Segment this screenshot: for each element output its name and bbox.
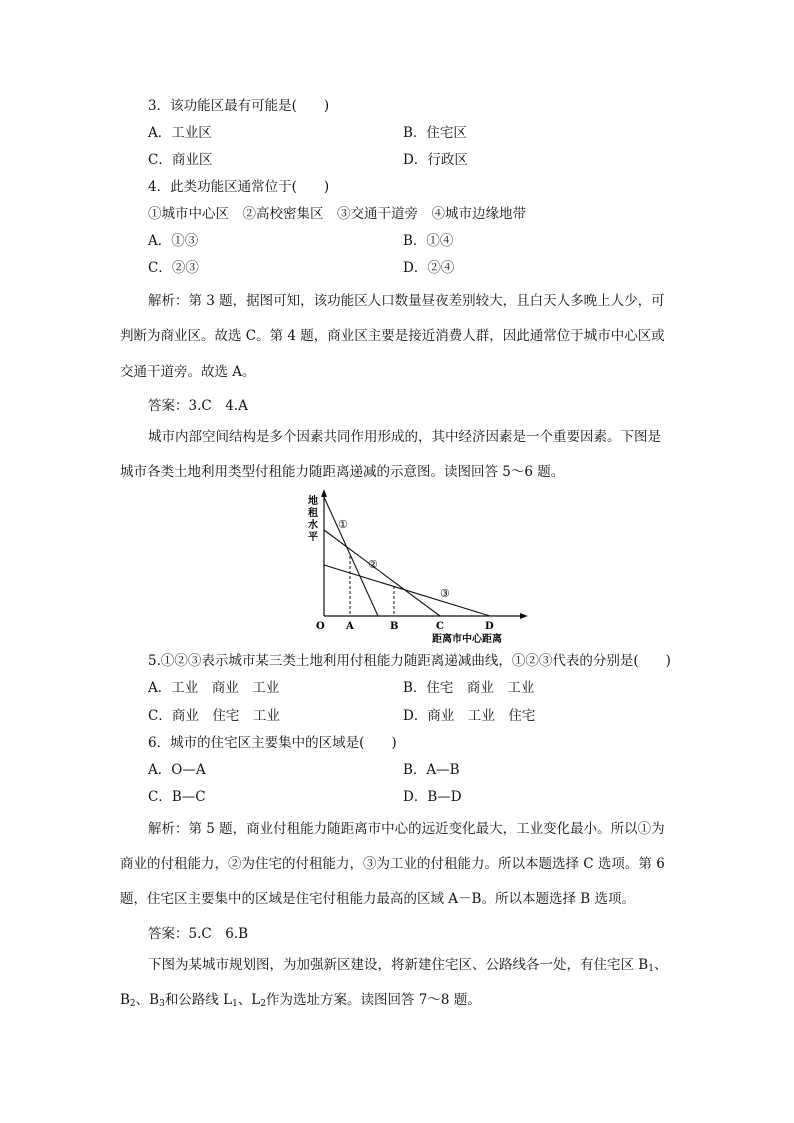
- tick-b: B: [390, 621, 399, 632]
- intro-78-part-1: 2: [129, 999, 136, 1009]
- q5-option-b: B．住宅 商业 工业: [403, 680, 535, 696]
- y-label-char-1: 地: [308, 496, 318, 507]
- intro-78-line-1-text: 下图为某城市规划图，为加强新区建设，将新建住宅区、公路线各一处，有住宅区 B: [148, 957, 649, 973]
- curve-1-label: ①: [338, 518, 348, 531]
- intro-78-line-1-sub: 1: [648, 964, 654, 974]
- intro-78-part-6: 、L: [237, 992, 261, 1008]
- analysis-34-line-1: 解析：第 3 题，据图可知，该功能区人口数量昼夜差别较大，且白天人多晚上人少，可: [148, 293, 665, 309]
- q6-option-a: A．O—A: [148, 762, 206, 778]
- q5-option-d: D．商业 工业 住宅: [403, 708, 536, 724]
- q6-option-d: D．B—D: [403, 789, 462, 805]
- curve-2-label: ②: [368, 558, 378, 571]
- intro-56-line-2: 城市各类土地利用类型付租能力随距离递减的示意图。读图回答 5～6 题。: [120, 464, 565, 480]
- intro-78-part-4: 和公路线 L: [164, 992, 233, 1008]
- intro-78-line-1: [148, 956, 667, 978]
- intro-78-line-1-end: 、: [653, 957, 668, 973]
- tick-a: A: [346, 621, 354, 632]
- q6-stem: 6．城市的住宅区主要集中的区域是( ): [148, 735, 397, 751]
- q4-choices: ①城市中心区 ②高校密集区 ③交通干道旁 ④城市边缘地带: [148, 206, 526, 222]
- origin-label: O: [316, 621, 325, 632]
- q4-option-a: A．①③: [148, 233, 199, 249]
- y-label-char-3: 水: [308, 520, 318, 531]
- q4-option-b: B．①④: [403, 233, 454, 249]
- analysis-34-line-3: 交通干道旁。故选 A。: [120, 364, 256, 380]
- intro-78-part-8: 作为选址方案。读图回答 7～8 题。: [266, 992, 481, 1008]
- x-label: 距离市中心距离: [432, 634, 502, 645]
- q5-option-a: A．工业 商业 工业: [148, 680, 280, 696]
- analysis-56-line-2: 商业的付租能力，②为住宅的付租能力，③为工业的付租能力。所以本题选择 C 选项。第 6: [120, 856, 665, 872]
- intro-78-line-2: [120, 991, 481, 1013]
- q5-stem: 5.①②③表示城市某三类土地利用付租能力随距离递减曲线，①②③代表的分别是( ): [148, 653, 671, 669]
- q6-option-b: B．A—B: [403, 762, 460, 778]
- intro-78-part-0: B: [120, 992, 130, 1008]
- tick-d: D: [485, 621, 494, 632]
- curve-1-line: [324, 497, 378, 616]
- analysis-34-line-2: 判断为商业区。故选 C。第 4 题，商业区主要是接近消费人群，因此通常位于城市中心区或: [120, 328, 665, 344]
- intro-78-part-7: 2: [260, 999, 267, 1009]
- x-axis-arrow: [520, 613, 528, 619]
- curve-3-line: [324, 565, 490, 616]
- intro-56-line-1: 城市内部空间结构是多个因素共同作用形成的，其中经济因素是一个重要因素。下图是: [148, 429, 661, 445]
- q3-option-c: C．商业区: [148, 152, 213, 168]
- q4-option-d: D．②④: [403, 260, 455, 276]
- q4-stem: 4．此类功能区通常位于( ): [148, 179, 330, 195]
- intro-78-part-3: 3: [159, 999, 165, 1009]
- y-label-char-2: 租: [308, 508, 318, 519]
- curve-2-line: [324, 530, 440, 616]
- q3-option-d: D．行政区: [403, 152, 468, 168]
- q5-option-c: C．商业 住宅 工业: [148, 708, 280, 724]
- q3-option-a: A．工业区: [148, 125, 212, 141]
- q3-option-b: B．住宅区: [403, 125, 467, 141]
- answer-56: 答案：5.C 6.B: [148, 926, 249, 942]
- y-axis-arrow: [321, 489, 327, 497]
- analysis-56-line-3: 题，住宅区主要集中的区域是住宅付租能力最高的区域 A－B。所以本题选择 B 选项。: [120, 891, 635, 907]
- y-label-char-4: 平: [308, 532, 318, 543]
- curve-3-label: ③: [440, 587, 450, 600]
- q6-option-c: C．B—C: [148, 789, 206, 805]
- q4-option-c: C．②③: [148, 260, 199, 276]
- intro-78-part-5: 1: [232, 999, 238, 1009]
- answer-34: 答案：3.C 4.A: [148, 398, 248, 414]
- intro-78-part-2: 、B: [135, 992, 160, 1008]
- analysis-56-line-1: 解析：第 5 题，商业付租能力随距离市中心的远近变化最大，工业变化最小。所以①为: [148, 821, 665, 837]
- q3-stem: 3．该功能区最有可能是( ): [148, 98, 330, 114]
- tick-c: C: [436, 621, 444, 632]
- rent-gradient-figure: [300, 488, 530, 648]
